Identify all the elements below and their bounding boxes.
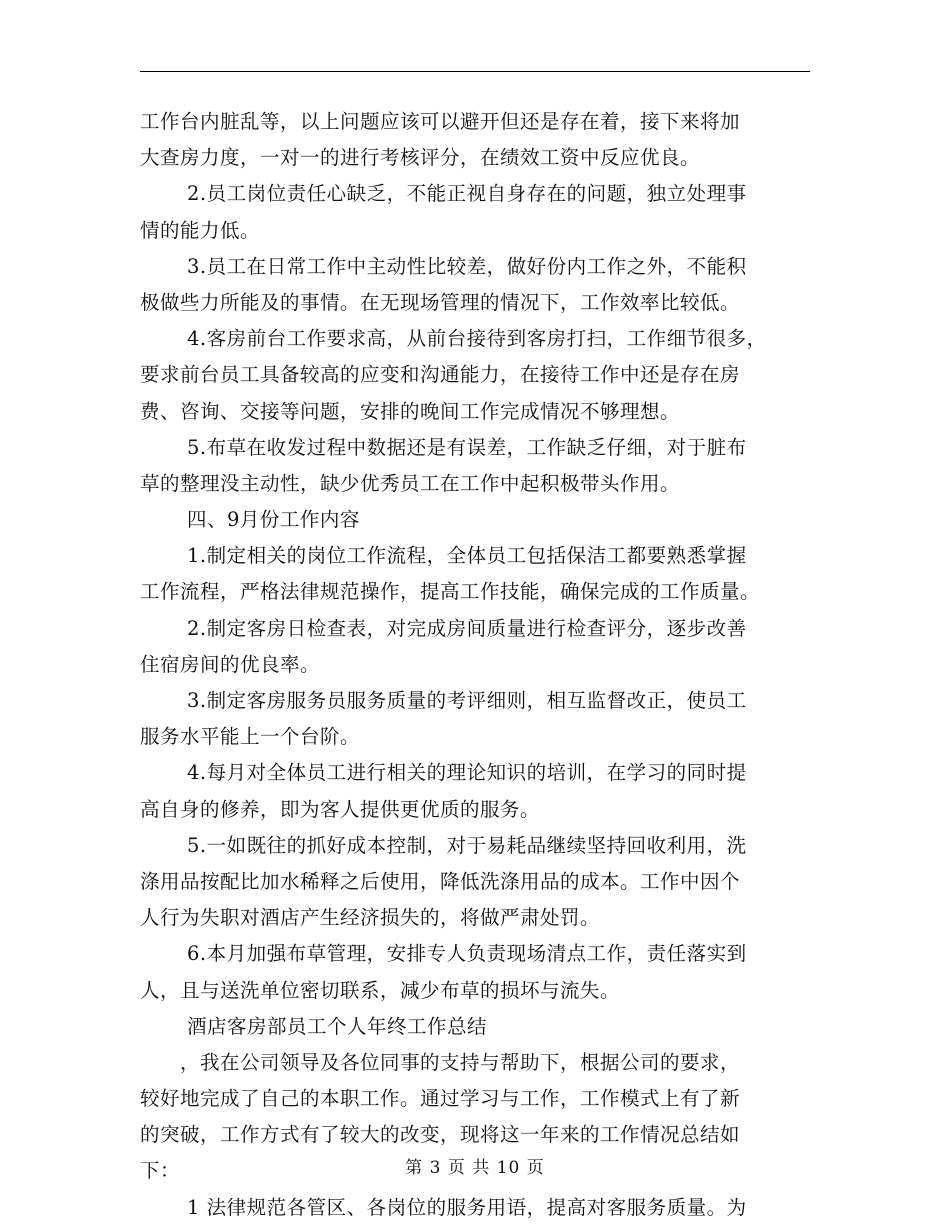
text-line: 3.员工在日常工作中主动性比较差，做好份内工作之外，不能积	[187, 254, 747, 278]
text-line: 2.制定客房日检查表，对完成房间质量进行检查评分，逐步改善	[187, 616, 747, 640]
text-line: 要求前台员工具备较高的应变和沟通能力，在接待工作中还是存在房	[140, 363, 741, 387]
text-line: ，我在公司领导及各位同事的支持与帮助下，根据公司的要求，	[180, 1050, 741, 1074]
text-line: 情的能力低。	[140, 218, 261, 242]
text-line: 住宿房间的优良率。	[140, 652, 321, 676]
page-footer: 第 3 页 共 10 页	[405, 1158, 545, 1178]
text-line: 下：	[140, 1159, 181, 1183]
text-line: 5.一如既往的抓好成本控制，对于易耗品继续坚持回收利用，洗	[187, 833, 747, 857]
text-line: 费、咨询、交接等问题，安排的晚间工作完成情况不够理想。	[140, 399, 681, 423]
text-line: 人，且与送洗单位密切联系，减少布草的损坏与流失。	[140, 978, 621, 1002]
header-rule	[140, 71, 810, 72]
text-line: 高自身的修养，即为客人提供更优质的服务。	[140, 797, 541, 821]
text-line: 1.制定相关的岗位工作流程，全体员工包括保洁工都要熟悉掌握	[187, 544, 747, 568]
text-line: 6.本月加强布草管理，安排专人负责现场清点工作，责任落实到	[187, 942, 747, 966]
text-line: 工作台内脏乱等，以上问题应该可以避开但还是存在着，接下来将加	[140, 110, 741, 133]
text-line: 涤用品按配比加水稀释之后使用，降低洗涤用品的成本。工作中因个	[140, 869, 741, 893]
section-heading: 四、9月份工作内容	[187, 508, 360, 532]
document-body	[140, 104, 810, 1226]
text-line: 的突破，工作方式有了较大的改变，现将这一年来的工作情况总结如	[140, 1123, 741, 1147]
text-line: 人行为失职对酒店产生经济损失的，将做严肃处罚。	[140, 906, 601, 930]
text-line: 5.布草在收发过程中数据还是有误差，工作缺乏仔细，对于脏布	[187, 435, 747, 459]
text-line: 草的整理没主动性，缺少优秀员工在工作中起积极带头作用。	[140, 471, 681, 495]
text-line: 4.客房前台工作要求高，从前台接待到客房打扫，工作细节很多，	[187, 327, 767, 351]
text-line: 3.制定客房服务员服务质量的考评细则，相互监督改正，使员工	[187, 689, 747, 712]
text-line: 4.每月对全体员工进行相关的理论知识的培训，在学习的同时提	[187, 761, 747, 785]
text-line: 2.员工岗位责任心缺乏，不能正视自身存在的问题，独立处理事	[187, 182, 747, 206]
text-line: 服务水平能上一个台阶。	[140, 725, 361, 749]
text-line: 极做些力所能及的事情。在无现场管理的情况下，工作效率比较低。	[140, 290, 741, 314]
text-line: 工作流程，严格法律规范操作，提高工作技能，确保完成的工作质量。	[140, 580, 761, 604]
section-heading: 酒店客房部员工个人年终工作总结	[187, 1014, 488, 1038]
text-line: 大查房力度，一对一的进行考核评分，在绩效工资中反应优良。	[140, 146, 701, 170]
text-line: 1 法律规范各管区、各岗位的服务用语，提高对客服务质量。为	[187, 1195, 747, 1219]
text-line: 较好地完成了自己的本职工作。通过学习与工作，工作模式上有了新	[140, 1087, 741, 1111]
